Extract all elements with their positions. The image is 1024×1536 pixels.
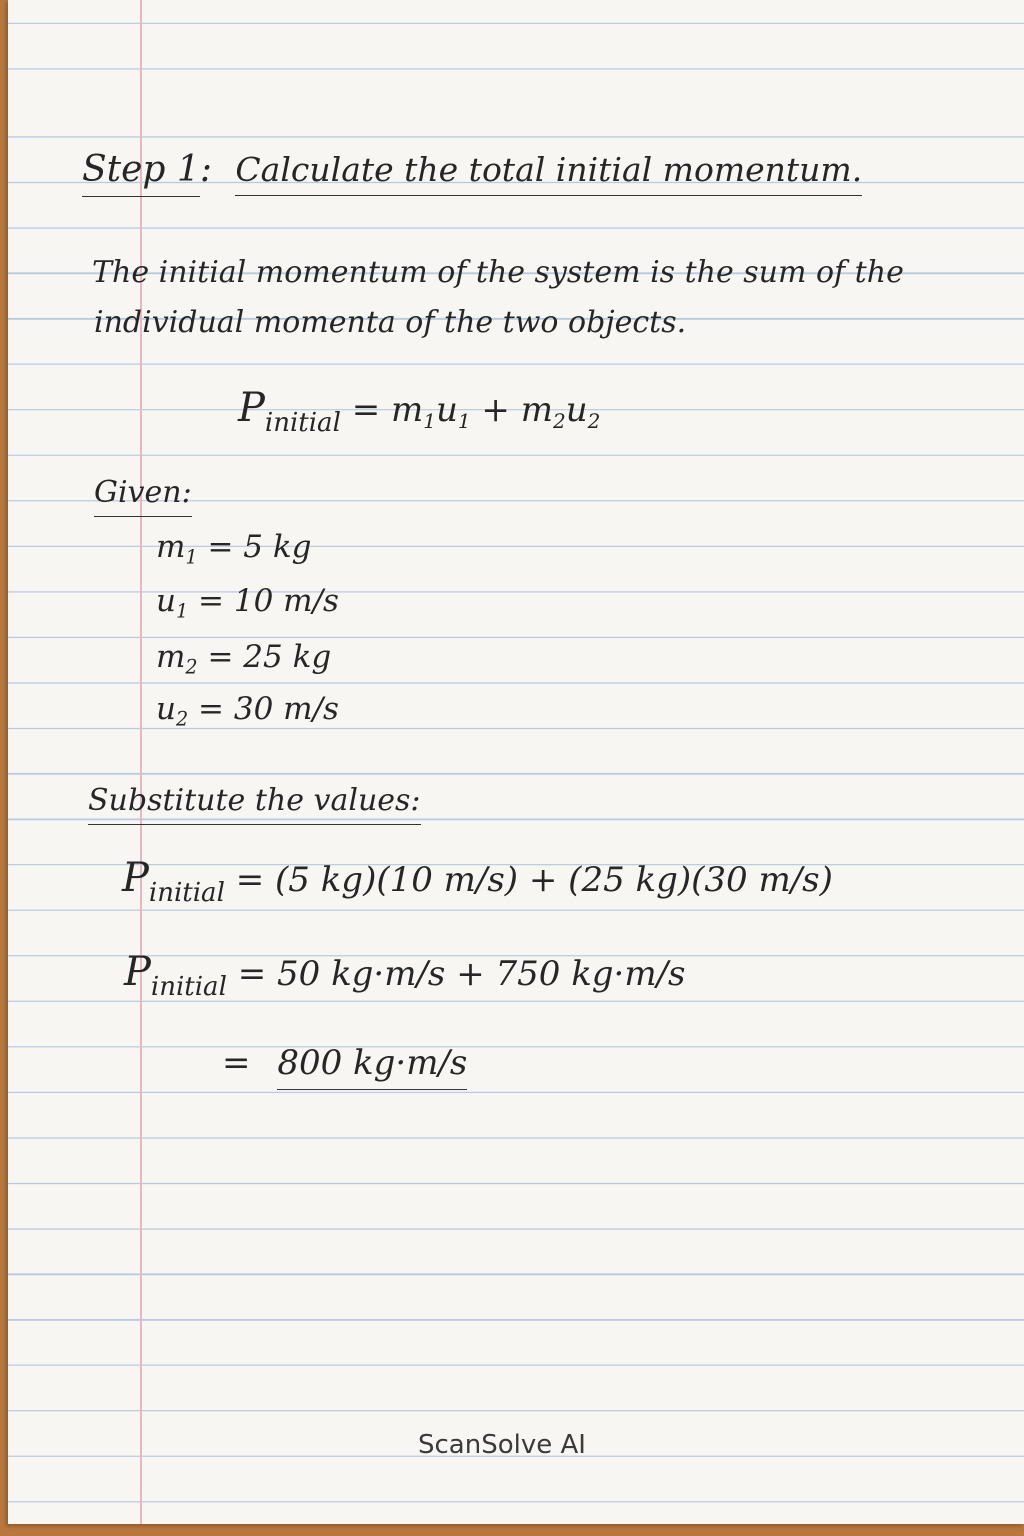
- formula-term-c: + m: [470, 390, 553, 430]
- formula-term-b: u: [435, 390, 458, 430]
- step-colon: :: [199, 149, 212, 190]
- intro-line-2: individual momenta of the two objects.: [94, 305, 687, 340]
- given-item-u2: $u_2 = 30$ m/s: [156, 691, 339, 731]
- substitute-heading: Substitute the values:: [88, 786, 421, 816]
- formula-p: P: [238, 385, 265, 431]
- given-heading: Given:: [94, 478, 192, 508]
- given-item-m1: $m_1 = 5$ kg: [156, 529, 312, 569]
- final-answer: 800 kg·m/s: [277, 1043, 467, 1090]
- given-item-m2: $m_2 = 25$ kg: [156, 639, 332, 679]
- substitution-line-1: $P_{initial} = (5$ kg)(10 m/s) + (25 kg)(30 m/s): [122, 855, 833, 908]
- formula-sub-a: 1: [423, 409, 436, 433]
- scansolve-watermark: ScanSolve AI: [418, 1430, 586, 1460]
- step-label: Step 1: [82, 149, 200, 197]
- result-line: [222, 1043, 468, 1083]
- margin-line: [140, 0, 142, 1524]
- formula-sub-d: 2: [587, 409, 601, 433]
- notebook-page: [8, 0, 1024, 1524]
- step-heading: [82, 149, 863, 190]
- formula-term-d: u: [565, 390, 588, 430]
- step-title: Calculate the total initial momentum.: [235, 150, 862, 196]
- given-item-u1: $u_1 = 10$ m/s: [156, 583, 339, 623]
- substitution-line-2: $P_{initial} = 50$ kg·m/s + 750 kg·m/s: [124, 949, 686, 1002]
- formula-sub-c: 2: [552, 409, 566, 433]
- formula-sub-b: 1: [457, 409, 471, 433]
- momentum-formula: [238, 385, 601, 438]
- formula-term-a: = m: [340, 390, 424, 430]
- intro-line-1: The initial momentum of the system is the sum of the: [92, 255, 904, 290]
- result-equals: =: [222, 1043, 251, 1083]
- formula-p-subscript: initial: [264, 408, 341, 438]
